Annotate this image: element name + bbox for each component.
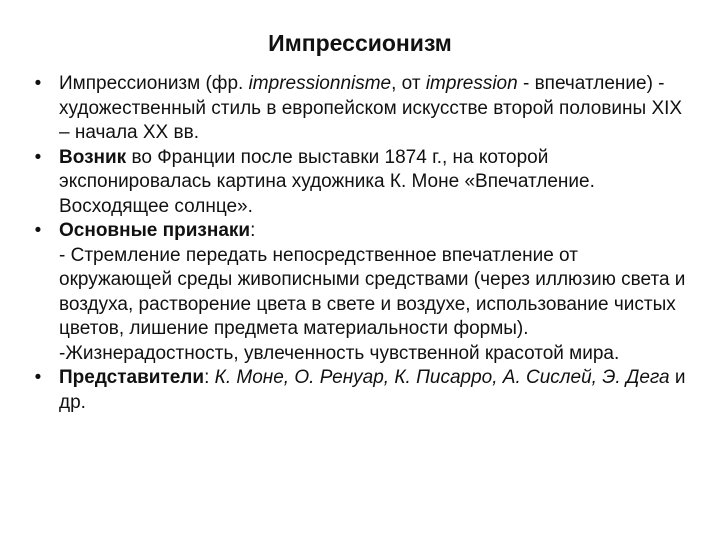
definition-term-origin: impression [425,73,518,94]
bullet-definition [0,72,720,146]
representatives-tail: и др. [59,367,686,413]
features-label: Основные признаки [59,220,251,241]
definition-term-fr: impressionnisme [248,73,392,94]
definition-text-2: , от [391,73,426,94]
bullet-marker: • [34,146,42,168]
representatives-colon: : [204,367,215,388]
bullet-features [0,219,720,366]
features-colon: : [250,220,256,241]
definition-text-1: Импрессионизм (фр. [59,73,249,94]
feature-2: -Жизнерадостность, увлеченность чувственной красотой мира. [59,342,620,364]
representatives-label: Представители [59,367,205,388]
representatives-names: К. Моне, О. Ренуар, К. Писарро, А. Сислей, Э. Дега [214,367,670,388]
origin-text: во Франции после выставки 1874 г., на которой экспонировалась картина художника К. Моне «Впечатление. Восходящее солнце». [59,146,595,217]
bullet-marker: • [34,73,42,94]
bullet-representatives [0,366,720,415]
definition-text-3: - впечатление) - художественный стиль в европейском искусстве второй половины XIX – начала XX вв. [59,73,683,143]
bullet-marker: • [34,220,42,241]
slide-title: Импрессионизм [268,30,452,56]
origin-label: Возник [59,146,127,168]
bullet-list [0,72,720,415]
feature-1: - Стремление передать непосредственное впечатление от окружающей среды живописными средствами (через иллюзию света и воздуха, растворение цвета в свете и воздухе, использование чистых цветов, лишение предмета материальности формы). [59,244,686,339]
bullet-origin [0,146,720,220]
bullet-marker: • [34,367,42,388]
